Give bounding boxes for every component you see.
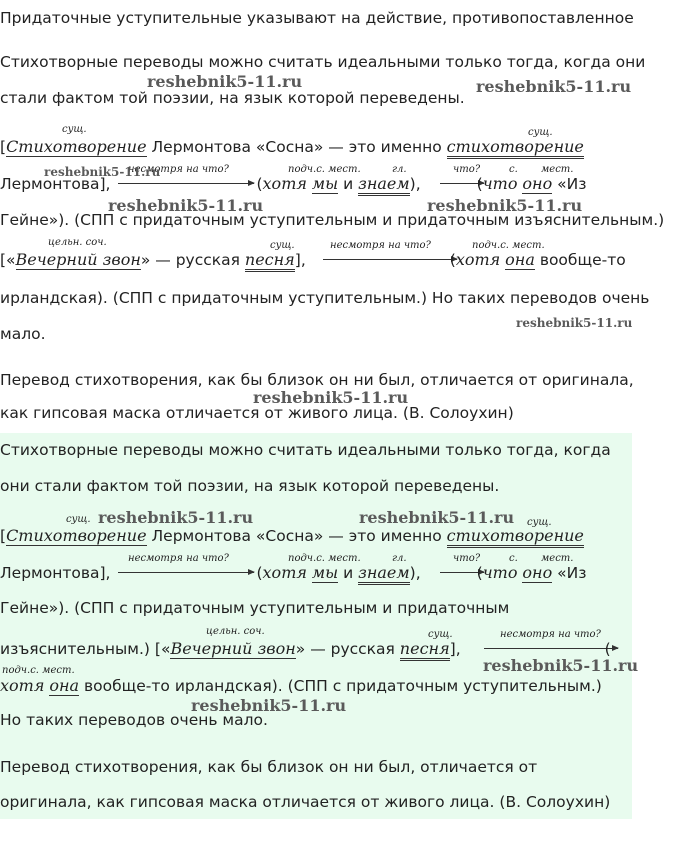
- annotation: подч.с. мест.: [288, 553, 361, 564]
- annotation: сущ.: [270, 240, 295, 251]
- watermark: reshebnik5-11.ru: [253, 388, 409, 407]
- watermark: reshebnik5-11.ru: [98, 508, 254, 527]
- annotation: несмотря на что?: [500, 629, 601, 640]
- text-line: Придаточные уступительные указывают на действие, противопоставленное: [0, 9, 634, 27]
- text-line: Перевод стихотворения, как бы близок он ни был, отличается от оригинала,: [0, 371, 634, 389]
- annotation: сущ.: [62, 124, 87, 135]
- analysis-line: Лермонтова], (хотя мы и знаем), (что оно «Из: [0, 174, 586, 194]
- watermark: reshebnik5-11.ru: [476, 77, 632, 96]
- watermark: reshebnik5-11.ru: [191, 696, 347, 715]
- watermark: reshebnik5-11.ru: [359, 508, 515, 527]
- text-line: они стали фактом той поэзии, на язык которой переведены.: [0, 477, 500, 495]
- annotation: подч.с. мест.: [472, 240, 545, 251]
- annotation: гл.: [392, 553, 407, 564]
- text-line: Гейне»). (СПП с придаточным уступительным и придаточным изъяснительным.): [0, 211, 665, 229]
- analysis-line: [«Вечерний звон» — русская песня], (хотя она вообще-то: [0, 250, 626, 270]
- watermark: reshebnik5-11.ru: [427, 196, 583, 215]
- text-line: Стихотворные переводы можно считать идеальными только тогда, когда они: [0, 53, 646, 71]
- annotation: сущ.: [66, 514, 91, 525]
- annotation: что?: [453, 164, 481, 175]
- annotation: сущ.: [428, 629, 453, 640]
- text-line: оригинала, как гипсовая маска отличается от живого лица. (В. Солоухин): [0, 793, 611, 811]
- annotation: сущ.: [527, 517, 552, 528]
- predicate-word: стихотворение: [447, 137, 584, 159]
- analysis-line: хотя она вообще-то ирландская). (СПП с придаточным уступительным.): [0, 676, 602, 695]
- subject-word: Стихотворение: [6, 137, 147, 156]
- annotation: несмотря на что?: [330, 240, 431, 251]
- analysis-line: изъяснительным.) [«Вечерний звон» — русская песня], (: [0, 639, 611, 659]
- analysis-line: [Стихотворение Лермонтова «Сосна» — это именно стихотворение: [0, 137, 584, 157]
- watermark: reshebnik5-11.ru: [516, 316, 633, 330]
- annotation: несмотря на что?: [128, 164, 229, 175]
- annotation: что?: [453, 553, 481, 564]
- watermark: reshebnik5-11.ru: [147, 72, 303, 91]
- annotation: подч.с. мест.: [2, 665, 75, 676]
- text-line: как гипсовая маска отличается от живого лица. (В. Солоухин): [0, 404, 514, 422]
- watermark: reshebnik5-11.ru: [483, 656, 639, 675]
- text-line: Перевод стихотворения, как бы близок он ни был, отличается от: [0, 758, 538, 776]
- watermark: reshebnik5-11.ru: [44, 165, 161, 179]
- annotation: мест.: [541, 164, 574, 175]
- text-line: Стихотворные переводы можно считать идеальными только тогда, когда: [0, 441, 611, 459]
- annotation: цельн. соч.: [206, 626, 265, 637]
- annotation: с.: [509, 164, 518, 175]
- annotation: подч.с. мест.: [288, 164, 361, 175]
- text-line: Но таких переводов очень мало.: [0, 711, 268, 729]
- text-line: ирландская). (СПП с придаточным уступительным.) Но таких переводов очень: [0, 289, 650, 307]
- watermark: reshebnik5-11.ru: [108, 196, 264, 215]
- text-line: стали фактом той поэзии, на язык которой переведены.: [0, 89, 465, 107]
- annotation: с.: [509, 553, 518, 564]
- text-line: Гейне»). (СПП с придаточным уступительным и придаточным: [0, 599, 510, 617]
- annotation: гл.: [392, 164, 407, 175]
- annotation: мест.: [541, 553, 574, 564]
- text-line: мало.: [0, 325, 46, 343]
- analysis-line: [Стихотворение Лермонтова «Сосна» — это именно стихотворение: [0, 526, 584, 546]
- annotation: сущ.: [528, 127, 553, 138]
- analysis-line: Лермонтова], (хотя мы и знаем), (что оно «Из: [0, 563, 586, 583]
- annotation: цельн. соч.: [48, 237, 107, 248]
- annotation: несмотря на что?: [128, 553, 229, 564]
